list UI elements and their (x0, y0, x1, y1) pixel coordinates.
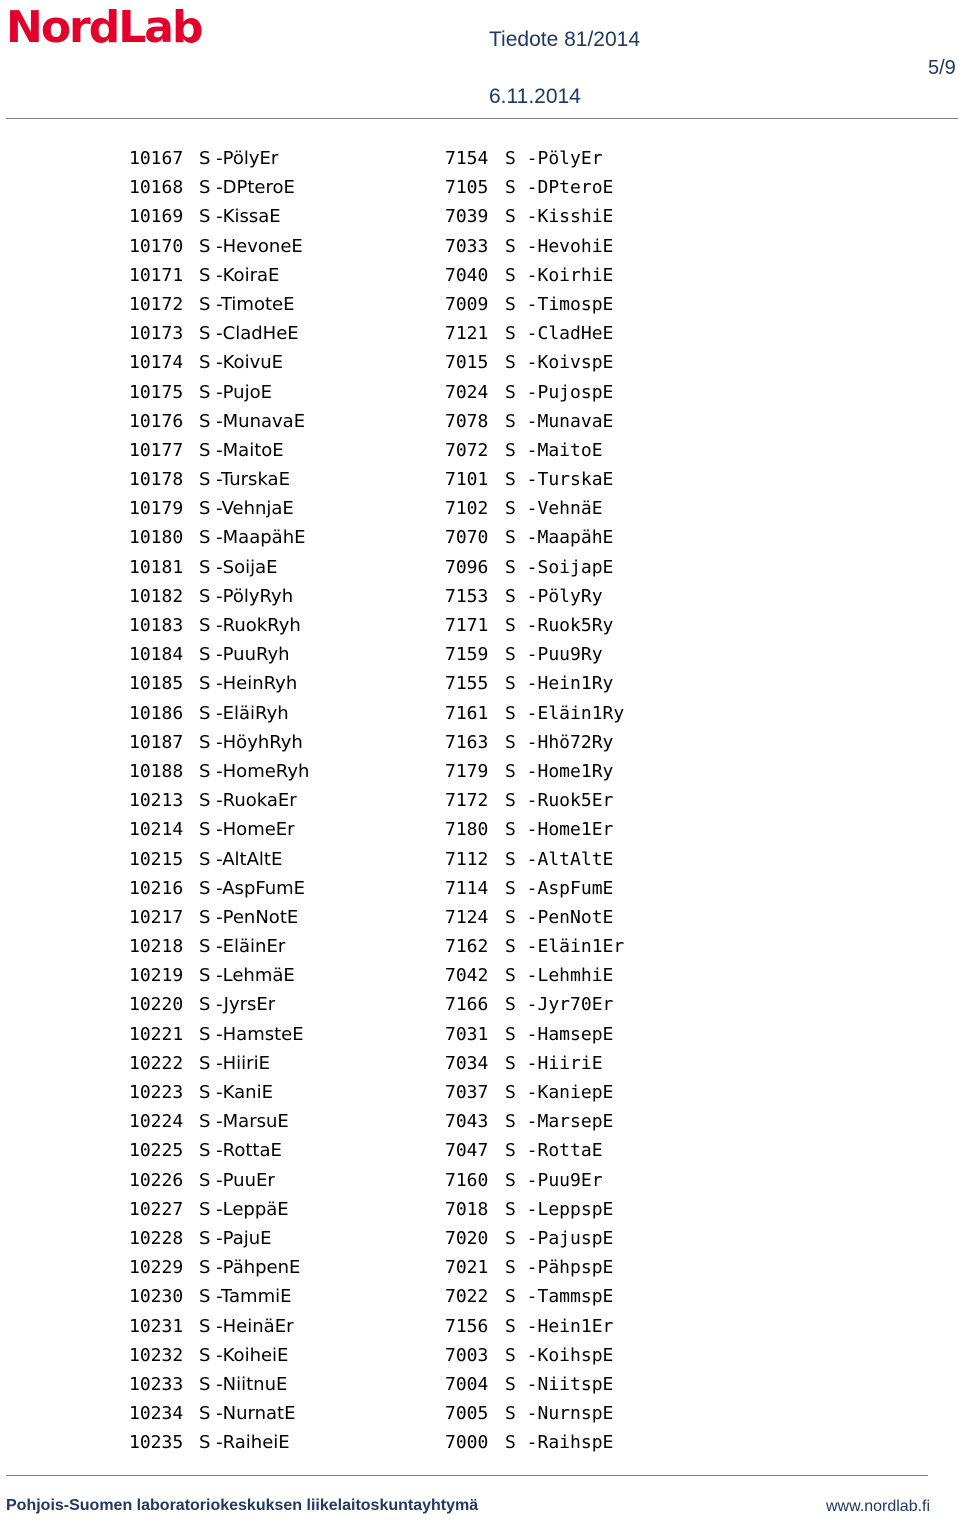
new-test-name: S -VehnjaE (199, 498, 294, 520)
old-test-code: 7154 (445, 148, 489, 169)
list-item (0, 411, 960, 440)
old-test-code: 7070 (445, 527, 489, 549)
old-test-abbreviation: S -CladHeE (505, 323, 614, 345)
list-item (0, 1228, 960, 1257)
new-test-name: S -HevoneE (199, 235, 303, 257)
list-item (0, 440, 960, 469)
footer-organization: Pohjois-Suomen laboratoriokeskuksen liikelaitoskuntayhtymä (6, 1497, 479, 1514)
bulletin-title: Tiedote 81/2014 (489, 28, 641, 51)
new-test-id: 10233 (129, 1373, 184, 1395)
old-test-code: 7096 (445, 556, 489, 578)
old-test-code: 7180 (445, 819, 489, 841)
old-test-code: 7072 (445, 439, 489, 461)
new-test-id: 10187 (129, 731, 184, 753)
old-test-code: 7039 (445, 206, 489, 228)
list-item (0, 703, 960, 732)
new-test-id: 10170 (129, 235, 184, 257)
bulletin-date: 6.11.2014 (489, 85, 581, 108)
old-test-abbreviation: S -Ruok5Ry (505, 615, 614, 636)
old-test-code: 7033 (445, 235, 489, 257)
new-test-id: 10188 (129, 760, 184, 782)
old-test-abbreviation: S -HevohiE (505, 235, 614, 257)
old-test-abbreviation: S -PölyRy (505, 585, 603, 607)
old-test-code: 7009 (445, 293, 489, 315)
new-test-name: S -HeinäEr (199, 1315, 294, 1337)
new-test-id: 10186 (129, 702, 184, 724)
new-test-id: 10183 (129, 615, 184, 636)
old-test-code: 7171 (445, 615, 489, 636)
new-test-id: 10174 (129, 352, 184, 374)
old-test-abbreviation: S -MunavaE (505, 410, 614, 432)
old-test-code: 7159 (445, 644, 489, 666)
new-test-name: S -HiiriE (199, 1052, 270, 1074)
old-test-code: 7101 (445, 469, 489, 491)
list-item (0, 323, 960, 352)
old-test-code: 7163 (445, 731, 489, 753)
list-item (0, 1403, 960, 1432)
old-test-code: 7166 (445, 994, 489, 1016)
old-test-code: 7102 (445, 498, 489, 520)
new-test-id: 10179 (129, 498, 184, 520)
new-test-name: S -HeinRyh (199, 673, 298, 695)
list-item (0, 352, 960, 381)
old-test-code: 7121 (445, 323, 489, 345)
header-divider (6, 118, 958, 119)
old-test-abbreviation: S -MaapähE (505, 527, 614, 549)
old-test-abbreviation: S -DPteroE (505, 177, 614, 199)
old-test-abbreviation: S -Jyr70Er (505, 994, 614, 1016)
old-test-abbreviation: S -MaitoE (505, 439, 603, 461)
old-test-code: 7018 (445, 1198, 489, 1220)
old-test-abbreviation: S -Hein1Ry (505, 673, 614, 695)
new-test-name: S -PenNotE (199, 906, 299, 928)
new-test-id: 10224 (129, 1111, 184, 1133)
new-test-id: 10231 (129, 1315, 184, 1337)
new-test-id: 10227 (129, 1198, 184, 1220)
old-test-abbreviation: S -RaihspE (505, 1432, 614, 1454)
new-test-name: S -RuokaEr (199, 790, 297, 812)
new-test-id: 10225 (129, 1140, 184, 1162)
new-test-id: 10173 (129, 323, 184, 345)
list-item (0, 1140, 960, 1169)
list-item (0, 1257, 960, 1286)
new-test-id: 10169 (129, 206, 184, 228)
new-test-id: 10219 (129, 965, 184, 987)
old-test-abbreviation: S -Hhö72Ry (505, 731, 614, 753)
new-test-name: S -PähpenE (199, 1257, 301, 1279)
new-test-id: 10171 (129, 264, 184, 286)
old-test-code: 7047 (445, 1140, 489, 1162)
old-test-code: 7160 (445, 1169, 489, 1191)
old-test-abbreviation: S -TammspE (505, 1286, 614, 1308)
old-test-code: 7021 (445, 1257, 489, 1279)
old-test-code: 7172 (445, 790, 489, 812)
new-test-name: S -LehmäE (199, 965, 295, 987)
old-test-abbreviation: S -LehmhiE (505, 965, 614, 987)
new-test-id: 10234 (129, 1403, 184, 1425)
old-test-code: 7179 (445, 760, 489, 782)
new-test-name: S -PujoE (199, 381, 272, 403)
new-test-name: S -JyrsEr (199, 994, 276, 1016)
new-test-name: S -KissaE (199, 206, 281, 228)
list-item (0, 790, 960, 819)
old-test-abbreviation: S -NiitspE (505, 1373, 614, 1395)
new-test-id: 10178 (129, 469, 184, 491)
new-test-id: 10226 (129, 1169, 184, 1191)
old-test-code: 7024 (445, 381, 489, 403)
old-test-abbreviation: S -HiiriE (505, 1052, 603, 1074)
old-test-code: 7114 (445, 877, 489, 899)
old-test-code: 7004 (445, 1373, 489, 1395)
old-test-abbreviation: S -LeppspE (505, 1198, 614, 1220)
new-test-id: 10218 (129, 936, 184, 958)
old-test-abbreviation: S -Ruok5Er (505, 790, 614, 812)
new-test-name: S -RottaE (199, 1140, 282, 1162)
old-test-code: 7005 (445, 1403, 489, 1425)
new-test-name: S -LeppäE (199, 1198, 289, 1220)
new-test-name: S -PuuRyh (199, 644, 290, 666)
list-item (0, 878, 960, 907)
old-test-abbreviation: S -TimospE (505, 293, 614, 315)
new-test-name: S -AltAltE (199, 848, 283, 870)
old-test-code: 7161 (445, 702, 489, 724)
new-test-id: 10215 (129, 848, 184, 870)
old-test-code: 7034 (445, 1052, 489, 1074)
new-test-id: 10214 (129, 819, 184, 841)
old-test-abbreviation: S -SoijapE (505, 556, 614, 578)
old-test-abbreviation: S -Home1Er (505, 819, 614, 841)
list-item (0, 265, 960, 294)
new-test-name: S -PajuE (199, 1227, 272, 1249)
new-test-name: S -MunavaE (199, 410, 306, 432)
new-test-id: 10232 (129, 1344, 184, 1366)
old-test-abbreviation: S -PenNotE (505, 906, 614, 928)
old-test-abbreviation: S -Puu9Ry (505, 644, 603, 666)
list-item (0, 907, 960, 936)
new-test-name: S -HöyhRyh (199, 731, 303, 753)
old-test-code: 7153 (445, 585, 489, 607)
list-item (0, 994, 960, 1023)
new-test-id: 10216 (129, 877, 184, 899)
new-test-name: S -RuokRyh (199, 615, 301, 636)
new-test-name: S -TurskaE (199, 469, 290, 491)
old-test-abbreviation: S -Hein1Er (505, 1315, 614, 1337)
old-test-abbreviation: S -Eläin1Er (505, 936, 625, 958)
old-test-abbreviation: S -KoirhiE (505, 264, 614, 286)
old-test-abbreviation: S -KaniepE (505, 1082, 614, 1103)
list-item (0, 761, 960, 790)
list-item (0, 236, 960, 265)
list-item (0, 673, 960, 702)
list-item (0, 1082, 960, 1111)
old-test-code: 7043 (445, 1111, 489, 1133)
old-test-code: 7020 (445, 1227, 489, 1249)
old-test-code: 7031 (445, 1023, 489, 1045)
list-item (0, 1374, 960, 1403)
new-test-id: 10230 (129, 1286, 184, 1308)
new-test-id: 10217 (129, 906, 184, 928)
list-item (0, 294, 960, 323)
new-test-id: 10223 (129, 1082, 184, 1103)
list-item (0, 527, 960, 556)
old-test-code: 7156 (445, 1315, 489, 1337)
list-item (0, 1199, 960, 1228)
new-test-id: 10181 (129, 556, 184, 578)
nordlab-logo: NordLab (6, 2, 202, 53)
old-test-code: 7003 (445, 1344, 489, 1366)
new-test-id: 10176 (129, 410, 184, 432)
old-test-code: 7000 (445, 1432, 489, 1454)
new-test-id: 10220 (129, 994, 184, 1016)
old-test-abbreviation: S -PölyEr (505, 148, 603, 169)
old-test-code: 7155 (445, 673, 489, 695)
list-item (0, 819, 960, 848)
old-test-abbreviation: S -Home1Ry (505, 760, 614, 782)
list-item (0, 148, 960, 177)
list-item (0, 557, 960, 586)
old-test-code: 7015 (445, 352, 489, 374)
new-test-id: 10185 (129, 673, 184, 695)
old-test-code: 7022 (445, 1286, 489, 1308)
new-test-id: 10184 (129, 644, 184, 666)
new-test-name: S -KoiraE (199, 264, 280, 286)
new-test-name: S -MaitoE (199, 439, 284, 461)
new-test-name: S -HamsteE (199, 1023, 304, 1045)
new-test-name: S -CladHeE (199, 323, 299, 345)
list-item (0, 936, 960, 965)
new-test-id: 10182 (129, 585, 184, 607)
new-test-id: 10180 (129, 527, 184, 549)
new-test-name: S -KoivuE (199, 352, 283, 374)
new-test-id: 10167 (129, 148, 184, 169)
new-test-name: S -KaniE (199, 1082, 273, 1103)
old-test-abbreviation: S -KoihspE (505, 1344, 614, 1366)
old-test-abbreviation: S -KisshiE (505, 206, 614, 228)
list-item (0, 644, 960, 673)
new-test-name: S -TammiE (199, 1286, 292, 1308)
old-test-abbreviation: S -MarsepE (505, 1111, 614, 1133)
list-item (0, 615, 960, 644)
old-test-abbreviation: S -AspFumE (505, 877, 614, 899)
new-test-id: 10228 (129, 1227, 184, 1249)
list-item (0, 206, 960, 235)
new-test-name: S -MarsuE (199, 1111, 289, 1133)
old-test-abbreviation: S -Puu9Er (505, 1169, 603, 1191)
new-test-id: 10175 (129, 381, 184, 403)
new-test-name: S -PölyRyh (199, 585, 294, 607)
old-test-abbreviation: S -PujospE (505, 381, 614, 403)
list-item (0, 586, 960, 615)
old-test-code: 7040 (445, 264, 489, 286)
new-test-name: S -KoiheiE (199, 1344, 289, 1366)
footer-divider (6, 1475, 928, 1476)
list-item (0, 1111, 960, 1140)
list-item (0, 1432, 960, 1461)
new-test-name: S -HomeRyh (199, 760, 310, 782)
new-test-name: S -AspFumE (199, 877, 306, 899)
old-test-abbreviation: S -AltAltE (505, 848, 614, 870)
old-test-abbreviation: S -HamsepE (505, 1023, 614, 1045)
list-item (0, 177, 960, 206)
old-test-code: 7112 (445, 848, 489, 870)
list-item (0, 1286, 960, 1315)
new-test-id: 10221 (129, 1023, 184, 1045)
new-test-name: S -PuuEr (199, 1169, 275, 1191)
page-number: 5/9 (928, 57, 956, 79)
old-test-abbreviation: S -TurskaE (505, 469, 614, 491)
old-test-code: 7124 (445, 906, 489, 928)
old-test-abbreviation: S -RottaE (505, 1140, 603, 1162)
new-test-name: S -EläiRyh (199, 702, 289, 724)
list-item (0, 498, 960, 527)
new-test-id: 10172 (129, 293, 184, 315)
old-test-code: 7042 (445, 965, 489, 987)
old-test-abbreviation: S -Eläin1Ry (505, 702, 625, 724)
new-test-name: S -TimoteE (199, 293, 295, 315)
list-item (0, 1345, 960, 1374)
old-test-code: 7105 (445, 177, 489, 199)
old-test-abbreviation: S -KoivspE (505, 352, 614, 374)
new-test-name: S -MaapähE (199, 527, 306, 549)
new-test-name: S -RaiheiE (199, 1432, 290, 1454)
list-item (0, 1316, 960, 1345)
old-test-abbreviation: S -VehnäE (505, 498, 603, 520)
list-item (0, 1053, 960, 1082)
old-test-abbreviation: S -PähpspE (505, 1257, 614, 1279)
new-test-name: S -SoijaE (199, 556, 278, 578)
list-item (0, 469, 960, 498)
footer-website-link[interactable]: www.nordlab.fi (826, 1498, 931, 1515)
list-item (0, 1170, 960, 1199)
list-item (0, 732, 960, 761)
new-test-id: 10213 (129, 790, 184, 812)
new-test-id: 10229 (129, 1257, 184, 1279)
new-test-name: S -EläinEr (199, 936, 286, 958)
new-test-name: S -NiitnuE (199, 1373, 288, 1395)
test-code-list (0, 148, 960, 1461)
old-test-code: 7037 (445, 1082, 489, 1103)
list-item (0, 965, 960, 994)
old-test-abbreviation: S -NurnspE (505, 1403, 614, 1425)
new-test-name: S -DPteroE (199, 177, 295, 199)
list-item (0, 849, 960, 878)
new-test-name: S -PölyEr (199, 148, 279, 169)
list-item (0, 1024, 960, 1053)
old-test-abbreviation: S -PajuspE (505, 1227, 614, 1249)
old-test-code: 7162 (445, 936, 489, 958)
new-test-name: S -HomeEr (199, 819, 295, 841)
new-test-id: 10235 (129, 1432, 184, 1454)
list-item (0, 382, 960, 411)
new-test-id: 10168 (129, 177, 184, 199)
old-test-code: 7078 (445, 410, 489, 432)
new-test-id: 10222 (129, 1052, 184, 1074)
new-test-id: 10177 (129, 439, 184, 461)
new-test-name: S -NurnatE (199, 1403, 296, 1425)
